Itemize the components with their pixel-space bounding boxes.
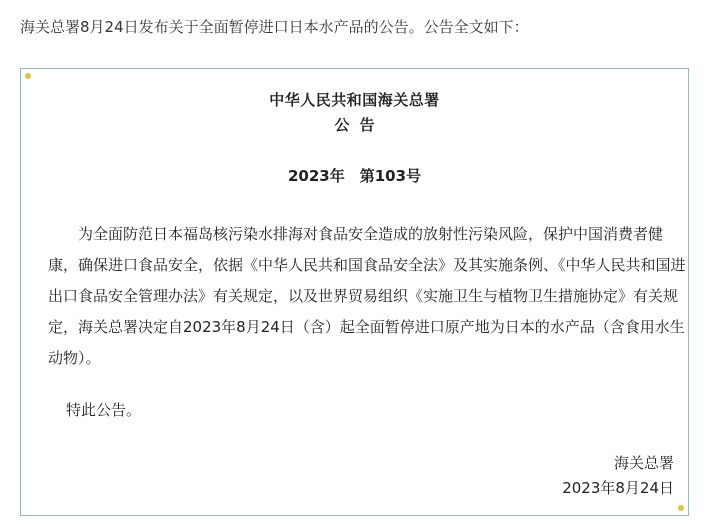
corner-dot-bottom-right <box>678 505 684 511</box>
document-kind: 公告 <box>334 116 385 134</box>
signer-name: 海关总署 <box>613 454 674 472</box>
notice-body-paragraph: 为全面防范日本福岛核污染水排海对食品安全造成的放射性污染风险，保护中国消费者健康，确保进口食品安全，依据《中华人民共和国食品安全法》及其实施条例、《中华人民共和国进出口食品安全管理办法》有关规定，以及世界贸易组织《实施卫生与植物卫生措施协定》有关规定，海关总署决定自2023年8月24日（含）起全面暂停进口原产地为日本的水产品（含食用水生动物）。 <box>48 225 686 367</box>
intro-text: 海关总署8月24日发布关于全面暂停进口日本水产品的公告。公告全文如下： <box>20 18 529 36</box>
issuing-organization: 中华人民共和国海关总署 <box>269 91 440 109</box>
notice-box <box>20 68 689 516</box>
notice-body <box>48 219 686 374</box>
signature-date: 2023年8月24日 <box>562 479 674 497</box>
corner-dot-top-left <box>25 73 31 79</box>
document-number: 2023年 第103号 <box>287 167 422 185</box>
closing-line: 特此公告。 <box>66 401 142 419</box>
